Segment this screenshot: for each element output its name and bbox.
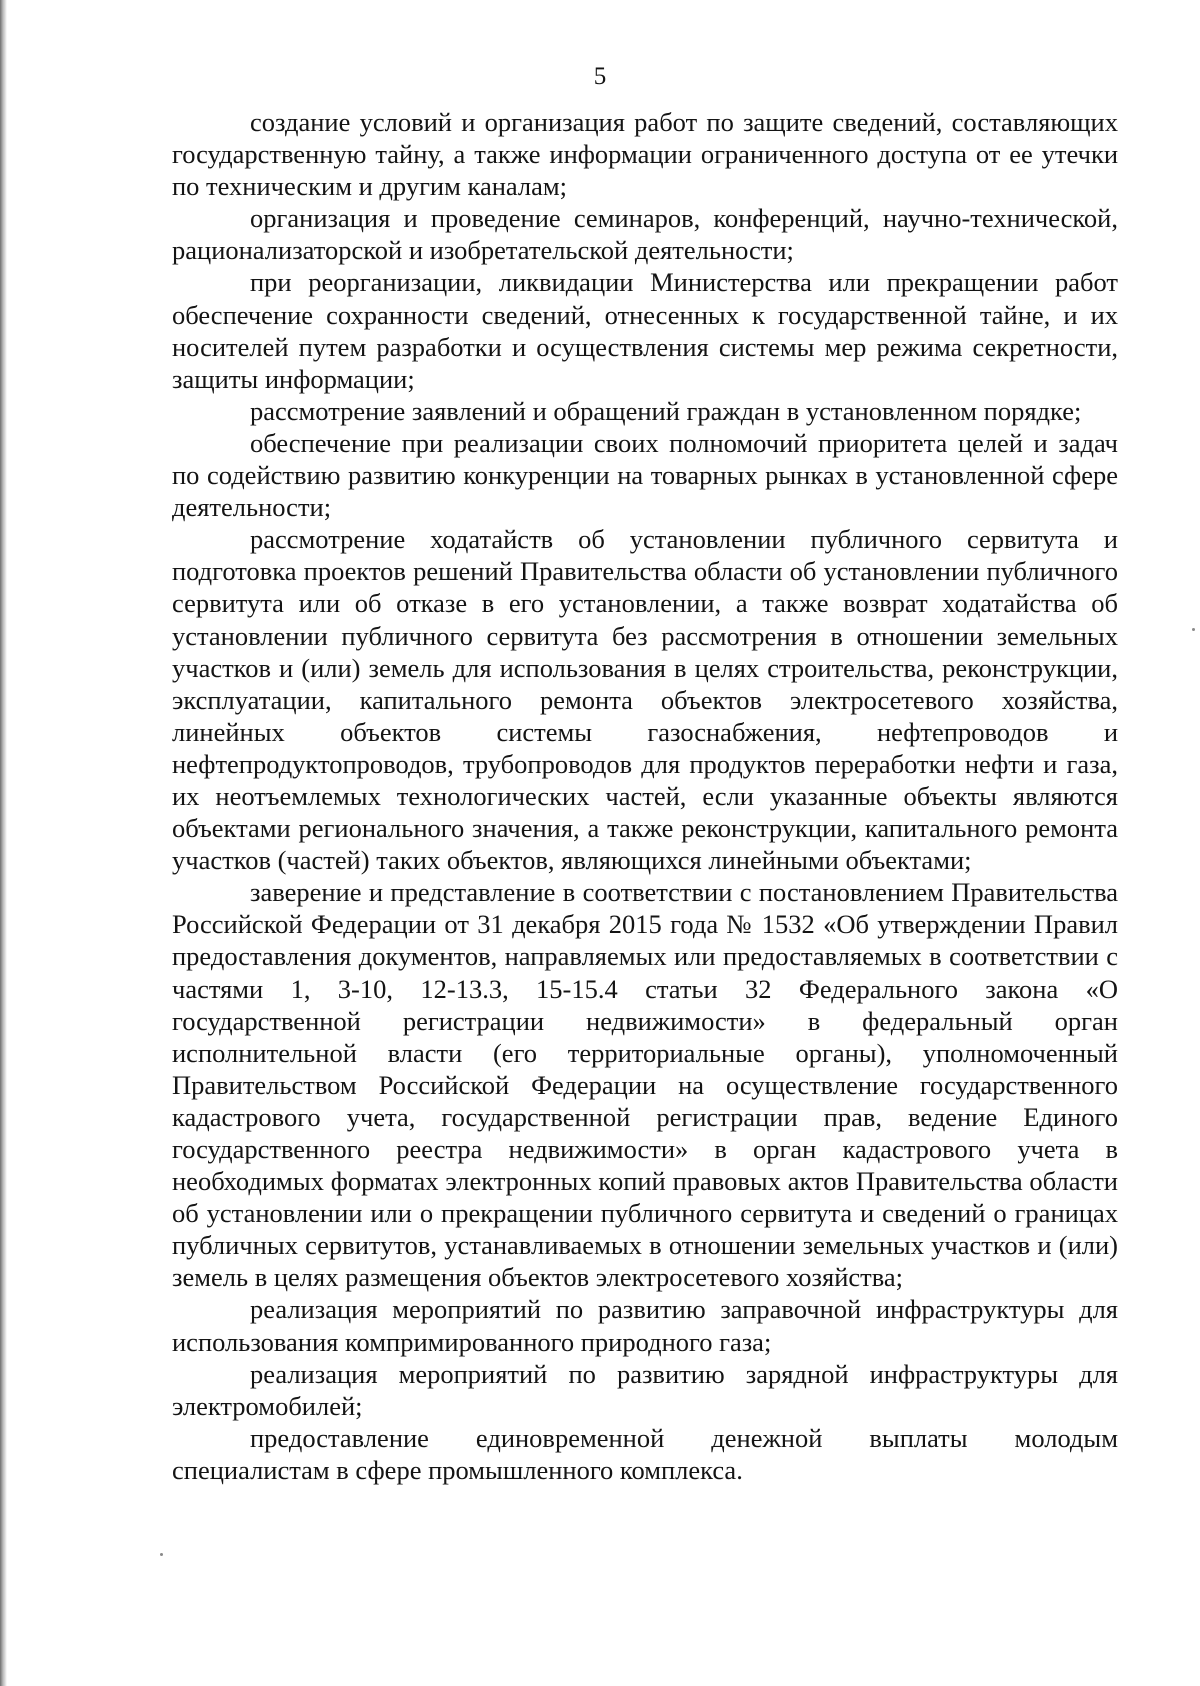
paragraph: создание условий и организация работ по защите сведений, составляющих государственную тайну, а также информации ограниченного доступа от ее утечки по техническим и другим каналам; — [172, 107, 1118, 202]
paragraph: заверение и представление в соответствии с постановлением Правительства Российской Федерации от 31 декабря 2015 года № 1532 «Об утверждении Правил предоставления документов, направляемых или предоставляемых в соответствии с частями 1, 3-10, 12-13.3, 15-15.4 статьи 32 Федерального закона «О государственной регистрации недвижимости» в федеральный орган исполнительной власти (его территориальные органы), уполномоченный Правительством Российской Федерации на осуществление государственного кадастрового учета, государственной регистрации прав, ведение Единого государственного реестра недвижимости» в орган кадастрового учета в необходимых форматах электронных копий правовых актов Правительства области об установлении или о прекращении публичного сервитута и сведений о границах публичных сервитутов, устанавливаемых в отношении земельных участков и (или) земель в целях размещения объектов электросетевого хозяйства; — [172, 877, 1118, 1293]
scan-speck — [1192, 628, 1195, 631]
paragraph: реализация мероприятий по развитию заправочной инфраструктуры для использования компримированного природного газа; — [172, 1294, 1118, 1357]
body-text — [172, 106, 1118, 1486]
paragraph: организация и проведение семинаров, конференций, научно-технической, рационализаторской и изобретательской деятельности; — [172, 203, 1118, 266]
paragraph: предоставление единовременной денежной выплаты молодым специалистам в сфере промышленного комплекса. — [172, 1422, 1118, 1485]
paragraph: рассмотрение заявлений и обращений граждан в установленном порядке; — [250, 395, 1082, 426]
paragraph: при реорганизации, ликвидации Министерства или прекращении работ обеспечение сохранности сведений, отнесенных к государственной тайне, и их носителей путем разработки и осуществления системы мер режима секретности, защиты информации; — [172, 267, 1118, 394]
paragraph: реализация мероприятий по развитию зарядной инфраструктуры для электромобилей; — [172, 1358, 1118, 1421]
page-number: 5 — [593, 63, 607, 90]
paragraph: обеспечение при реализации своих полномочий приоритета целей и задач по содействию развитию конкуренции на товарных рынках в установленной сфере деятельности; — [172, 427, 1118, 523]
paragraph: рассмотрение ходатайств об установлении публичного сервитута и подготовка проектов решений Правительства области об установлении публичного сервитута или об отказе в его установлении, а также возврат ходатайства об установлении публичного сервитута без рассмотрения в отношении земельных участков и (или) земель для использования в целях строительства, реконструкции, эксплуатации, капитального ремонта объектов электросетевого хозяйства, линейных объектов системы газоснабжения, нефтепроводов и нефтепродуктопроводов, трубопроводов для продуктов переработки нефти и газа, их неотъемлемых технологических частей, если указанные объекты являются объектами регионального значения, а также реконструкции, капитального ремонта участков (частей) таких объектов, являющихся линейными объектами; — [172, 524, 1118, 876]
scan-speck — [160, 1553, 163, 1556]
